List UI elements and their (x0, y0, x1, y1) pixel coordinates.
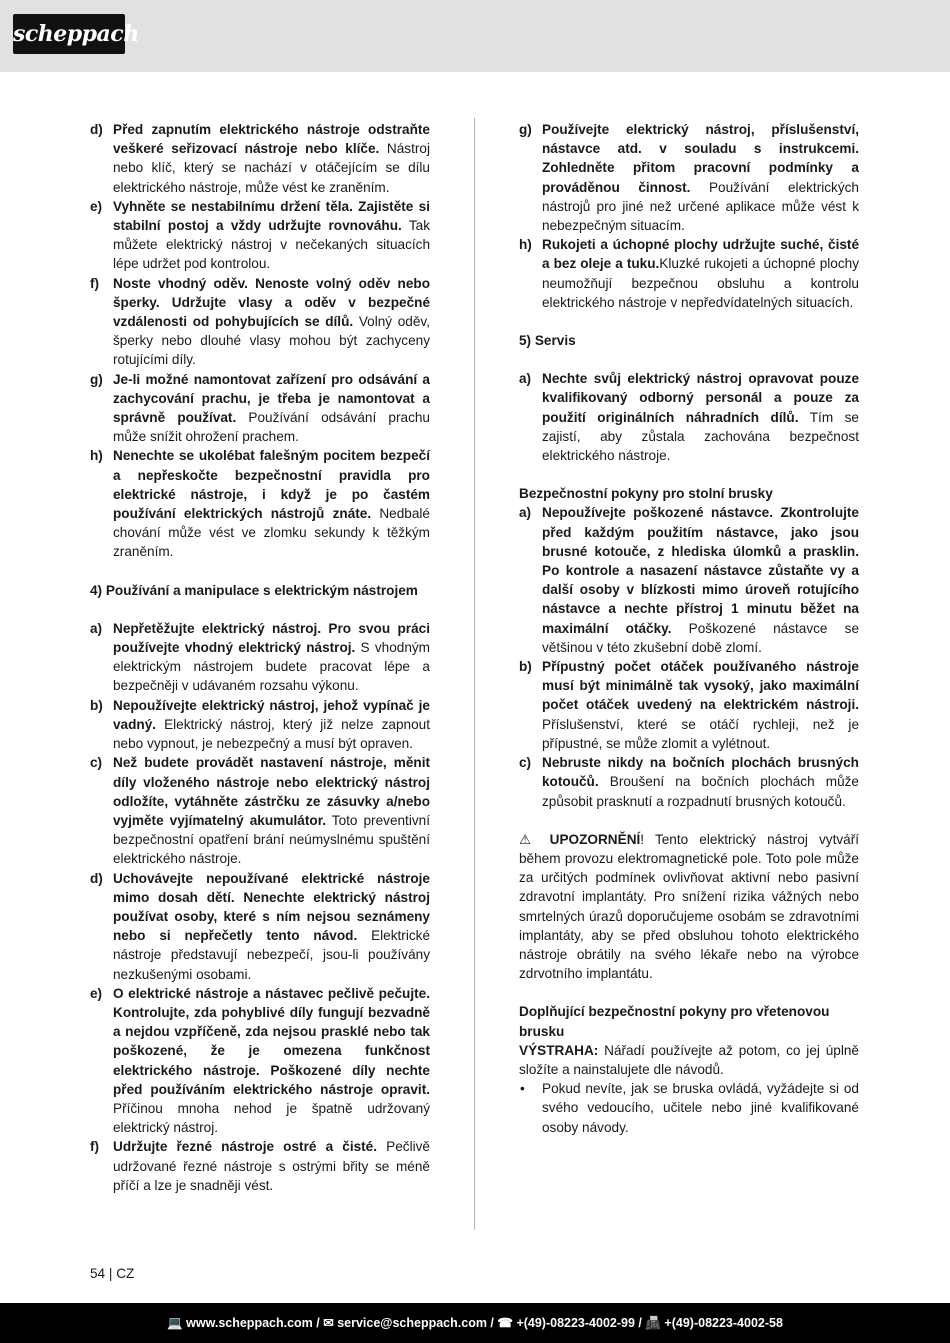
list-item (90, 753, 430, 868)
item-text: Elektrický nástroj, který již nelze zapnout nebo vypnout, je nebezpečný a musí být opraven. (113, 716, 430, 752)
phone-number: +(49)-08223-4002-99 (516, 1316, 635, 1330)
item-text: Pečlivě udržované řezné nástroje s ostrými břity se méně příčí a lze je snadněji vést. (113, 1139, 430, 1193)
item-marker: a) (90, 620, 103, 636)
page-number: 54 | CZ (90, 1266, 135, 1281)
item-text: Tak můžete elektrický nástroj v nečekaných situacích lépe udržet pod kontrolou. (113, 218, 431, 272)
item-bold-text: Noste vhodný oděv. Nenoste volný oděv nebo šperky. Udržujte vlasy a oděv v bezpečné vzdálenosti od pohybujících se dílů. (113, 275, 430, 330)
page-header (0, 0, 950, 72)
item-bold-text: Nechte svůj elektrický nástroj opravovat pouze kvalifikovaný odborný personál a pouze za použití originálních náhradních dílů. (542, 371, 859, 425)
warning-paragraph (519, 830, 859, 984)
item-marker: h) (519, 237, 532, 253)
item-bold-text: Než budete provádět nastavení nástroje, měnit díly vloženého nástroje nebo elektrický nástroj odložíte, vytáhněte zástrčku ze zásuvky a/nebo vyjměte vyjímatelný akumulátor. (113, 755, 430, 828)
spindle-safety-heading: Doplňující bezpečnostní pokyny pro vřetenovou brusku (519, 1004, 830, 1039)
right-list-3 (519, 503, 859, 810)
list-item (90, 1137, 430, 1195)
separator: / (486, 1316, 498, 1330)
fax-icon: 📠 (645, 1316, 661, 1330)
list-item (90, 869, 430, 984)
list-item (519, 503, 859, 657)
mail-icon: ✉ (323, 1316, 334, 1330)
item-marker: d) (90, 122, 103, 137)
list-item (90, 274, 430, 370)
item-marker: d) (90, 870, 103, 886)
separator: / (634, 1316, 646, 1330)
item-marker: f) (90, 1139, 100, 1155)
warning-icon: ⚠ (519, 831, 539, 847)
item-text: Používání elektrických nástrojů pro jiné než určené aplikace může vést k nebezpečným situacím. (542, 179, 859, 234)
brand-logo: scheppach (13, 14, 125, 54)
list-item (90, 619, 430, 696)
item-marker: b) (90, 697, 103, 713)
item-bold-text: Rukojeti a úchopné plochy udržujte suché, čisté a bez oleje a tuku. (542, 237, 859, 272)
item-marker: g) (519, 122, 532, 137)
item-text: Pokud nevíte, jak se bruska ovládá, vyžádejte si od svého vedoucího, učitele nebo jiné kvalifikované osoby návody. (542, 1081, 859, 1135)
list-item (90, 197, 430, 274)
warning-text: ! Tento elektrický nástroj vytváří během provozu elektromagnetické pole. Toto pole může za určitých podmínek ovlivňovat aktivní nebo pasivní zdravotní implantáty. Pro snížení rizika vážných nebo smrtelných úrazů doporučujeme osobám se zdravotními implantáty, aby se před obsluhou tohoto elektrického nástroje obrátily na svého lékaře nebo na výrobce zdrvotního implantátu. (519, 831, 860, 982)
item-bold-text: Nenechte se ukolébat falešným pocitem bezpečí a nepřeskočte bezpečnostní pravidla pro elektrické nástroje, i když je po častém používání elektrických nástrojů znáte. (113, 448, 430, 522)
item-bold-text: Uchovávejte nepoužívané elektrické nástroje mimo dosah dětí. Nenechte elektrický nástroj používat osoby, které s ním nejsou seznámeny nebo si nepřečetly tento návod. (113, 870, 430, 944)
section-5-heading: 5) Servis (519, 333, 576, 349)
item-bold-text: Je-li možné namontovat zařízení pro odsávání a zachycování prachu, je třeba je namontovat a správně používat. (113, 371, 430, 426)
item-text: Kluzké rukojeti a úchopné plochy neumožňují bezpečnou obsluhu a kontrolu elektrického nástroje v nepředvídatelných situacích. (542, 256, 859, 310)
list-item (519, 657, 859, 753)
item-bold-text: Udržujte řezné nástroje ostré a čisté. (113, 1139, 378, 1155)
list-item (90, 370, 430, 447)
page-number-value: 54 (90, 1266, 106, 1281)
grinder-safety-heading: Bezpečnostní pokyny pro stolní brusky (519, 486, 773, 502)
left-list-1 (90, 120, 430, 562)
item-text: Volný oděv, šperky nebo dlouhé vlasy mohou být zachyceny rotujícími díly. (113, 314, 430, 368)
list-item (90, 696, 430, 754)
item-marker: g) (90, 371, 103, 387)
separator: / (312, 1316, 324, 1330)
right-list-2 (519, 369, 859, 465)
item-marker: h) (90, 448, 103, 464)
item-marker: a) (519, 505, 532, 521)
item-text: Nedbalé chování může vést ve zlomku sekundy k těžkým zraněním. (113, 506, 430, 560)
left-list-2 (90, 619, 430, 1195)
list-item (90, 984, 430, 1138)
list-item (519, 235, 859, 312)
item-bold-text: O elektrické nástroje a nástavec pečlivě pečujte. Kontrolujte, zda pohyblivé díly fungují bezvadně a nejdou vzpříčeně, zda nejsou prasklé nebo tak poškozené, že je omezena funkčnost elektrického nástroje. Poškozené díly nechte před používáním elektrického nástroje opravit. (113, 985, 430, 1097)
language-code: CZ (116, 1266, 135, 1281)
item-marker: e) (90, 985, 103, 1001)
item-bold-text: Nepoužívejte poškozené nástavce. Zkontrolujte před každým použitím nástavce, jako jsou brusné kotouče, z hlediska úlomků a prasklin. Po kontrole a nasazení nástavce zůstaňte vy a další osoby v blízkosti mimo úroveň rotujícího nástavce a nechte přístroj 1 minutu běžet na maximální otáčky. (542, 505, 859, 636)
item-text: Nástroj nebo klíč, který se nachází v otáčejícím se dílu elektrického nástroje, může vést ke zraněním. (113, 141, 430, 195)
bullet-item (519, 1079, 859, 1137)
caution-text: Nářadí používejte až potom, co jej úplně složíte a nainstalujete dle návodů. (519, 1042, 859, 1077)
item-bold-text: Nepoužívejte elektrický nástroj, jehož vypínač je vadný. (113, 697, 430, 732)
item-text: Poškozené nástavce se většinou v této zkušební době zlomí. (542, 620, 860, 655)
web-icon: 💻 (167, 1316, 183, 1330)
item-marker: c) (90, 755, 103, 771)
item-bold-text: Vyhněte se nestabilnímu držení těla. Zajistěte si stabilní postoj a vždy udržujte rovnováhu. (113, 198, 430, 234)
left-column (90, 120, 430, 1195)
phone-icon: ☎ (497, 1316, 513, 1330)
item-text: Příčinou mnoha nehod je špatně udržovaný elektrický nástroj. (113, 1100, 430, 1136)
item-bold-text: Používejte elektrický nástroj, příslušenství, nástavce atd. v souladu s instrukcemi. Zohledněte přitom pracovní podmínky a prováděnou činnost. (542, 122, 859, 195)
list-item (519, 369, 859, 465)
item-bold-text: Nepřetěžujte elektrický nástroj. Pro svou práci používejte vhodný elektrický nástroj. (113, 620, 430, 656)
item-marker: b) (519, 659, 532, 675)
email-link[interactable]: service@scheppach.com (337, 1316, 487, 1330)
item-marker: a) (519, 371, 532, 387)
list-item (519, 753, 859, 811)
item-text: Elektrické nástroje představují nebezpečí, jsou-li používány nezkušenými osobami. (113, 928, 431, 982)
item-bold-text: Nebruste nikdy na bočních plochách brusných kotoučů. (542, 755, 859, 790)
section-4-heading: 4) Používání a manipulace s elektrickým nástrojem (90, 582, 418, 598)
caution-paragraph (519, 1041, 859, 1079)
column-divider (474, 118, 475, 1230)
item-bold-text: Přípustný počet otáček používaného nástroje musí být minimálně tak vysoký, jako maximální počet otáček uvedený na elektrickém nástroji. (542, 659, 859, 713)
website-link[interactable]: www.scheppach.com (186, 1316, 313, 1330)
list-item (519, 120, 859, 235)
item-marker: e) (90, 198, 103, 214)
item-marker: c) (519, 755, 532, 771)
right-column (519, 120, 859, 1137)
item-text: Toto preventivní bezpečnostní opatření brání neúmyslnému spuštění elektrického nástroje. (113, 812, 430, 867)
list-item (90, 446, 430, 561)
item-marker: f) (90, 275, 100, 291)
item-bold-text: Před zapnutím elektrického nástroje odstraňte veškeré seřizovací nástroje nebo klíče. (113, 122, 430, 157)
contact-bar (0, 1303, 950, 1343)
bullet-list (519, 1079, 859, 1137)
item-text: Příslušenství, které se otáčí rychleji, než je přípustné, se může zlomit a vylétnout. (542, 716, 859, 751)
item-marker: • (520, 1081, 525, 1097)
warning-label: UPOZORNĚNÍ (549, 831, 641, 847)
caution-label: VÝSTRAHA: (519, 1042, 599, 1058)
item-text: Broušení na bočních plochách může způsobit prasknutí a rozpadnutí brusných kotoučů. (542, 774, 859, 809)
right-list-1 (519, 120, 859, 312)
item-text: Tím se zajistí, aby zůstala zachována bezpečnost elektrického nástroje. (542, 409, 859, 464)
list-item (90, 120, 430, 197)
item-text: Používání odsávání prachu může snížit ohrožení prachem. (113, 410, 430, 445)
item-text: S vhodným elektrickým nástrojem budete pracovat lépe a bezpečněji v udávaném rozsahu výkonu. (113, 640, 431, 694)
fax-number: +(49)-08223-4002-58 (664, 1316, 783, 1330)
